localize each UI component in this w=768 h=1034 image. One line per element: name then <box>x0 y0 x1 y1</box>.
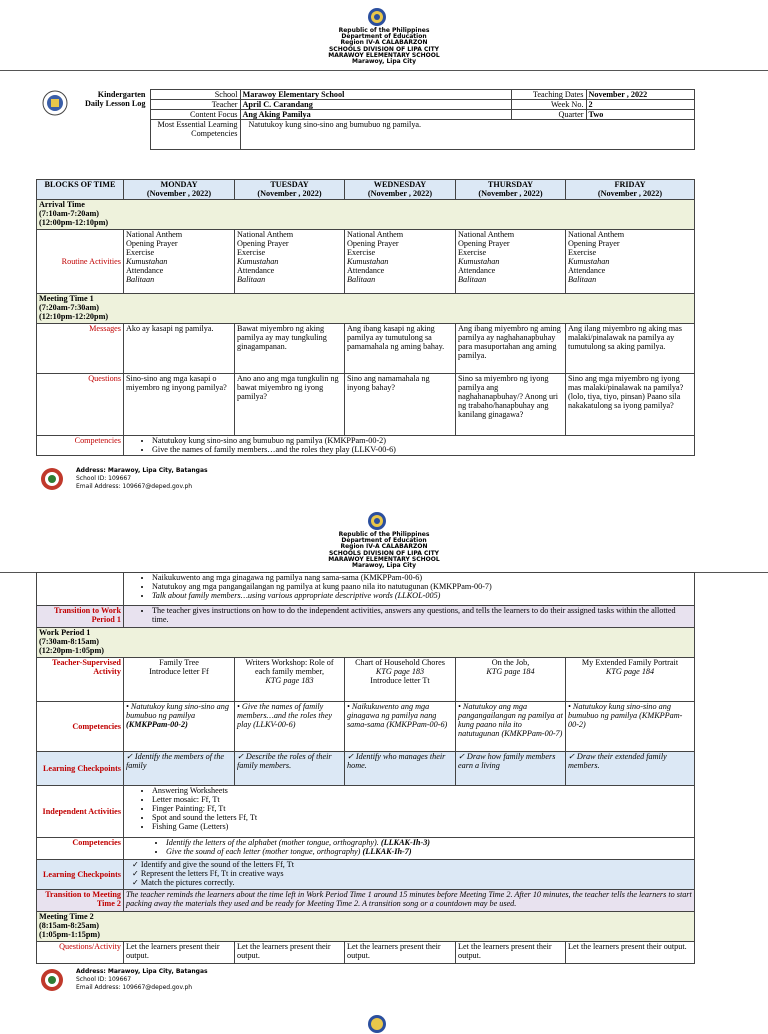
tsa-tue: Writers Workshop: Role of each family member, KTG page 183 <box>235 658 345 702</box>
header-line-city: Marawoy, Lipa City <box>351 562 417 570</box>
comp-tue: • Give the names of family members…and the roles they play (LLKV-00-6) <box>235 702 345 752</box>
header-line-region: Region IV-A CALABARZON <box>340 39 428 47</box>
routine-item: Kumustahan <box>458 257 500 266</box>
routine-item: Kumustahan <box>568 257 610 266</box>
teacher-supervised-label: Teacher-Supervised Activity <box>37 658 124 702</box>
tsa-fri: My Extended Family Portrait KTG page 184 <box>566 658 695 702</box>
transition-work-period-text: • The teacher gives instructions on how to do the independent activities, answers any questions, and tells the learners to do their assigned tasks within the allotted time. <box>152 606 692 624</box>
competency-item: • Naikukuwento ang mga ginagawa ng pamilya nang sama-sama (KMKPPam-00-6) <box>152 573 692 582</box>
competency-item: • Give the sound of each letter (mother tongue, orthography) (LLKAK-Ih-7) <box>166 847 692 856</box>
routine-item: Kumustahan <box>347 257 389 266</box>
blocks-of-time-header: BLOCKS OF TIME <box>37 180 124 200</box>
header-line-republic: Republic of the Philippines <box>338 27 430 34</box>
content-focus-value: Ang Aking Pamilya <box>240 110 511 120</box>
header-line-department: Department of Education <box>341 33 427 41</box>
schedule-table <box>36 179 695 456</box>
routine-label: Routine Activities <box>37 230 124 294</box>
school-label: School <box>150 90 240 100</box>
routine-item: Exercise <box>347 248 376 257</box>
activity-item: • Letter mosaic: Ff, Tt <box>152 795 692 804</box>
lc-thu: ✓ Draw how family members earn a living <box>456 752 566 786</box>
questions-activity-label: Questions/Activity <box>37 942 124 964</box>
routine-item: Exercise <box>126 248 155 257</box>
learning-checkpoints-label: Learning Checkpoints <box>37 752 124 786</box>
messages-label: Messages <box>37 324 124 374</box>
question-wed: Sino ang namamahala ng inyong bahay? <box>345 374 456 436</box>
message-wed: Ang ibang kasapi ng aking pamilya ay tumutulong sa pamamahala ng aming bahay. <box>345 324 456 374</box>
routine-cell-fri <box>566 230 695 294</box>
question-mon: Sino-sino ang mga kasapi o miyembro ng inyong pamilya? <box>124 374 235 436</box>
footer-email: Email Address: 109667@deped.gov.ph <box>76 984 193 991</box>
day-header-friday: FRIDAY (November , 2022) <box>566 180 695 200</box>
routine-item: National Anthem <box>237 230 294 239</box>
qa-tue: Let the learners present their output. <box>235 942 345 964</box>
competencies-label: Competencies <box>37 436 124 456</box>
routine-item: Opening Prayer <box>347 239 399 248</box>
routine-item: Exercise <box>568 248 597 257</box>
comp-wed: • Naikukuwento ang mga ginagawa ng pamilya nang sama-sama (KMKPPam-00-6) <box>345 702 456 752</box>
routine-item: Opening Prayer <box>458 239 510 248</box>
footer-address: Address: Marawoy, Lipa City, Batangas <box>76 968 208 975</box>
header-line-school: MARAWOY ELEMENTARY SCHOOL <box>328 51 440 59</box>
day-header-thursday: THURSDAY (November , 2022) <box>456 180 566 200</box>
question-tue: Ano ano ang mga tungkulin ng bawat miyembro ng iyong pamilya? <box>235 374 345 436</box>
tsa-wed: Chart of Household Chores KTG page 183 Introduce letter Tt <box>345 658 456 702</box>
quarter-label: Quarter <box>511 110 586 120</box>
quarter-value: Two <box>586 110 694 120</box>
continued-competencies <box>124 573 695 606</box>
learning-checkpoints-list-2 <box>124 860 695 890</box>
transition-meeting-2-text: The teacher reminds the learners about the time left in Work Period Time 1 around 15 minutes before Meeting Time 2. After 10 minutes, the teacher tells the learners to start packing away the materials they used and be ready for Meeting Time 2. A transition song or a countdown may be used. <box>124 890 695 912</box>
checkpoint-item: ✓ Match the pictures correctly. <box>132 878 692 887</box>
question-thu: Sino sa miyembro ng iyong pamilya ang naghahanapbuhay/? Anong uri ng trabaho/hanapbuhay ang kanilang ginagawa? <box>456 374 566 436</box>
lc-wed: ✓ Identify who manages their home. <box>345 752 456 786</box>
header-rule <box>0 70 768 71</box>
footer-address: Address: Marawoy, Lipa City, Batangas <box>76 467 208 474</box>
deped-seal-icon <box>367 511 387 531</box>
routine-item: Opening Prayer <box>568 239 620 248</box>
routine-item: Attendance <box>458 266 496 275</box>
routine-item: Attendance <box>237 266 275 275</box>
school-logo-icon <box>40 467 64 491</box>
lc-tue: ✓ Describe the roles of their family members. <box>235 752 345 786</box>
qa-wed: Let the learners present their output. <box>345 942 456 964</box>
learning-checkpoints-label-2: Learning Checkpoints <box>37 860 124 890</box>
activity-item: • Fishing Game (Letters) <box>152 822 692 831</box>
header-line-school: MARAWOY ELEMENTARY SCHOOL <box>328 555 440 563</box>
letterhead-2 <box>0 532 768 569</box>
routine-item: Balitaan <box>237 275 266 284</box>
routine-item: Attendance <box>568 266 606 275</box>
day-header-monday: MONDAY (November , 2022) <box>124 180 235 200</box>
header-line-city: Marawoy, Lipa City <box>351 58 417 66</box>
activity-item: • Answering Worksheets <box>152 786 692 795</box>
competencies-label-2: Competencies <box>37 838 124 860</box>
routine-item: Attendance <box>126 266 164 275</box>
message-thu: Ang ibang miyembro ng aming pamilya ay naghahanapbuhay para masuportahan ang aming pamilya. <box>456 324 566 374</box>
deped-seal-icon <box>367 1014 387 1034</box>
tsa-mon: Family Tree Introduce letter Ff <box>124 658 235 702</box>
school-logo-icon <box>40 968 64 992</box>
questions-label: Questions <box>37 374 124 436</box>
message-tue: Bawat miyembro ng aking pamilya ay may tungkuling ginagampanan. <box>235 324 345 374</box>
routine-cell-thu <box>456 230 566 294</box>
comp-thu: • Natutukoy ang mga pangangailangan ng pamilya at kung paano nila ito natutugunan (KMKPPam-00-7) <box>456 702 566 752</box>
qa-mon: Let the learners present their output. <box>124 942 235 964</box>
teacher-value: April C. Carandang <box>240 100 511 110</box>
content-focus-label: Content Focus <box>150 110 240 120</box>
routine-cell-wed <box>345 230 456 294</box>
routine-item: Balitaan <box>458 275 487 284</box>
competencies-list <box>124 436 695 456</box>
routine-item: Attendance <box>347 266 385 275</box>
activity-item: • Spot and sound the letters Ff, Tt <box>152 813 692 822</box>
routine-item: Opening Prayer <box>237 239 289 248</box>
arrival-time-block: Arrival Time (7:10am-7:20am) (12:00pm-12:10pm) <box>37 200 695 230</box>
header-line-division: SCHOOLS DIVISION OF LIPA CITY <box>328 45 440 53</box>
qa-fri: Let the learners present their output. <box>566 942 695 964</box>
week-value: 2 <box>586 100 694 110</box>
competencies-label: Competencies <box>37 702 124 752</box>
page-1 <box>0 0 768 500</box>
independent-activities-list <box>124 786 695 838</box>
header-line-region: Region IV-A CALABARZON <box>340 543 428 551</box>
question-fri: Sino ang mga miyembro ng iyong mas malaki/pinalawak na pamilya? (lolo, tiya, tiyo, pinsan) Paano sila nakakatulong sa iyong pamilya? <box>566 374 695 436</box>
header-line-republic: Republic of the Philippines <box>338 531 430 538</box>
footer-school-id: School ID: 109667 <box>76 976 132 983</box>
independent-activities-label: Independent Activities <box>37 786 124 838</box>
checkpoint-item: ✓ Identify and give the sound of the letters Ff, Tt <box>132 860 692 869</box>
routine-cell-mon <box>124 230 235 294</box>
routine-item: National Anthem <box>458 230 515 239</box>
transition-meeting-2-label: Transition to Meeting Time 2 <box>37 890 124 912</box>
day-header-tuesday: TUESDAY (November , 2022) <box>235 180 345 200</box>
routine-item: Exercise <box>237 248 266 257</box>
info-table <box>36 89 695 150</box>
letterhead <box>0 28 768 65</box>
comp-mon: • Natutukoy kung sino-sino ang bumubuo ng pamilya (KMKPPam-00-2) <box>124 702 235 752</box>
routine-item: Exercise <box>458 248 487 257</box>
meeting-time-2-block: Meeting Time 2 (8:15am-8:25am) (1:05pm-1:15pm) <box>37 912 695 942</box>
activity-item: • Finger Painting: Ff, Tt <box>152 804 692 813</box>
dll-title: Kindergarten Daily Lesson Log <box>84 89 146 108</box>
competencies-list-2 <box>124 838 695 860</box>
deped-seal-icon <box>367 7 387 27</box>
routine-item: Balitaan <box>347 275 376 284</box>
competency-item: • Give the names of family members…and the roles they play (LLKV-00-6) <box>152 445 692 454</box>
competency-item: • Natutukoy ang mga pangangailangan ng pamilya at kung paano nila ito natutugunan (KMKPPam-00-7) <box>152 582 692 591</box>
routine-item: National Anthem <box>126 230 183 239</box>
school-value: Marawoy Elementary School <box>240 90 511 100</box>
qa-thu: Let the learners present their output. <box>456 942 566 964</box>
routine-item: Kumustahan <box>237 257 279 266</box>
transition-work-period-label: Transition to Work Period 1 <box>37 606 124 628</box>
routine-item: National Anthem <box>347 230 404 239</box>
routine-item: National Anthem <box>568 230 625 239</box>
work-period-1-block: Work Period 1 (7:30am-8:15am) (12:20pm-1:05pm) <box>37 628 695 658</box>
teaching-dates-label: Teaching Dates <box>511 90 586 100</box>
footer-school-id: School ID: 109667 <box>76 475 132 482</box>
routine-item: Balitaan <box>568 275 597 284</box>
meeting-time-1-block: Meeting Time 1 (7:20am-7:30am) (12:10pm-12:20pm) <box>37 294 695 324</box>
day-header-wednesday: WEDNESDAY (November , 2022) <box>345 180 456 200</box>
routine-row <box>37 230 695 294</box>
melc-label: Most Essential Learning Competencies <box>150 120 240 150</box>
message-mon: Ako ay kasapi ng pamilya. <box>124 324 235 374</box>
routine-item: Opening Prayer <box>126 239 178 248</box>
competency-item: • Talk about family members…using various appropriate descriptive words (LLKOL-005) <box>152 591 692 600</box>
routine-item: Balitaan <box>126 275 155 284</box>
header-line-department: Department of Education <box>341 537 427 545</box>
message-fri: Ang ilang miyembro ng aking mas malaki/pinalawak na pamilya ay tumutulong sa aking pamilya. <box>566 324 695 374</box>
routine-cell-tue <box>235 230 345 294</box>
checkpoint-item: ✓ Represent the letters Ff, Tt in creative ways <box>132 869 692 878</box>
week-label: Week No. <box>511 100 586 110</box>
teaching-dates-value: November , 2022 <box>586 90 694 100</box>
header-line-division: SCHOOLS DIVISION OF LIPA CITY <box>328 549 440 557</box>
lc-fri: ✓ Draw their extended family members. <box>566 752 695 786</box>
work-period-table <box>36 572 695 964</box>
footer-email: Email Address: 109667@deped.gov.ph <box>76 483 193 490</box>
tsa-thu: On the Job, KTG page 184 <box>456 658 566 702</box>
competency-item: • Identify the letters of the alphabet (mother tongue, orthography). (LLKAK-Ih-3) <box>166 838 692 847</box>
header-rule-2 <box>0 572 768 573</box>
teacher-label: Teacher <box>150 100 240 110</box>
competency-item: • Natutukoy kung sino-sino ang bumubuo ng pamilya (KMKPPam-00-2) <box>152 436 692 445</box>
routine-item: Kumustahan <box>126 257 168 266</box>
comp-fri: • Natutukoy kung sino-sino ang bumubuo ng pamilya (KMKPPam-00-2) <box>566 702 695 752</box>
lc-mon: ✓ Identify the members of the family <box>124 752 235 786</box>
melc-value: Natutukoy kung sino-sino ang bumubuo ng pamilya. <box>240 120 694 150</box>
